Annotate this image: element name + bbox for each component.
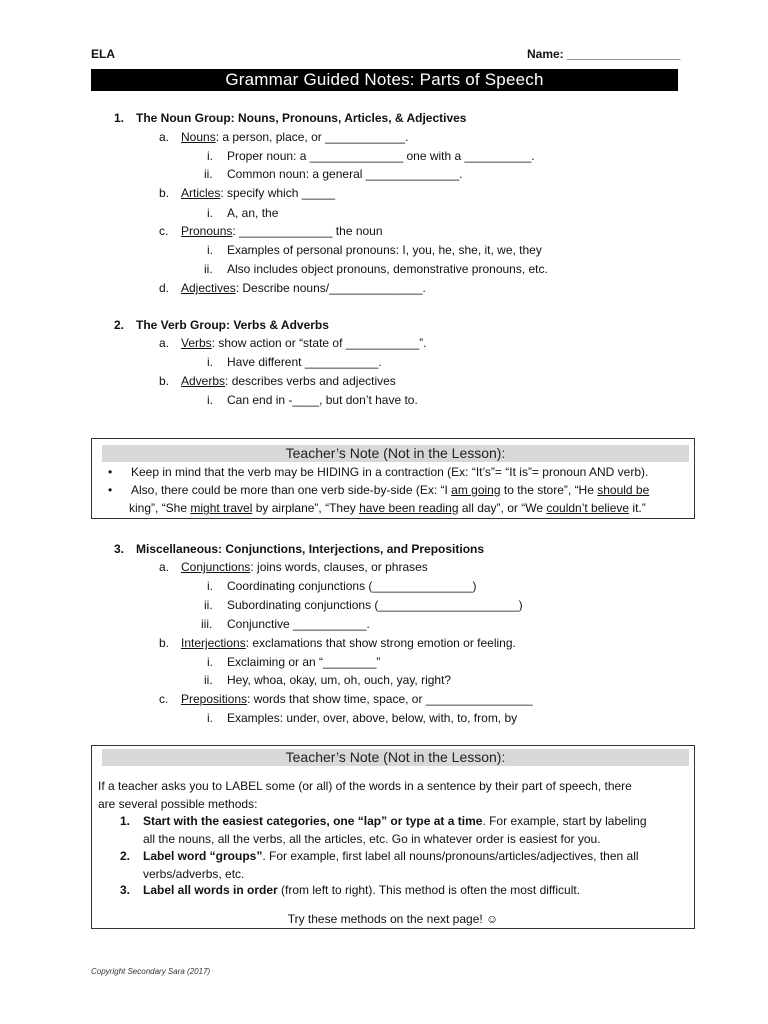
- list-item: Examples of personal pronouns: I, you, he, she, it, we, they: [227, 243, 542, 257]
- list-item: Verbs: show action or “state of ___________”.: [181, 336, 427, 350]
- title-bar: [91, 69, 678, 91]
- list-marker: i.: [207, 243, 213, 257]
- section3-number: 3.: [114, 542, 125, 556]
- list-item: Coordinating conjunctions (_______________): [227, 579, 477, 593]
- note-paragraph: are several possible methods:: [98, 797, 258, 811]
- list-item: A, an, the: [227, 206, 279, 220]
- subject-label: ELA: [91, 47, 115, 61]
- note-bullet-text: Keep in mind that the verb may be HIDING in a contraction (Ex: “It’s”= “It is”= pronoun AND verb).: [131, 465, 649, 479]
- list-marker: c.: [159, 692, 169, 706]
- list-marker: i.: [207, 711, 213, 725]
- method-text: Label word “groups”. For example, first label all nouns/pronouns/articles/adjectives, then all: [143, 849, 639, 863]
- list-item: Conjunctive ___________.: [227, 617, 370, 631]
- section1-number: 1.: [114, 111, 125, 125]
- bullet: •: [108, 483, 113, 497]
- list-marker: i.: [207, 393, 213, 407]
- bullet: •: [108, 465, 113, 479]
- method-number: 1.: [120, 814, 131, 828]
- list-item: Articles: specify which _____: [181, 186, 336, 200]
- list-item: Interjections: exclamations that show strong emotion or feeling.: [181, 636, 516, 650]
- list-marker: i.: [207, 355, 213, 369]
- list-item: Exclaiming or an “________”: [227, 655, 381, 669]
- teacher-note-heading: Teacher’s Note (Not in the Lesson):: [102, 445, 689, 462]
- method-number: 3.: [120, 883, 131, 897]
- section3-heading: Miscellaneous: Conjunctions, Interjections, and Prepositions: [136, 542, 485, 556]
- list-marker: ii.: [204, 167, 213, 181]
- list-marker: ii.: [204, 598, 213, 612]
- list-item: Hey, whoa, okay, um, oh, ouch, yay, right?: [227, 673, 452, 687]
- section2-number: 2.: [114, 318, 125, 332]
- list-item: Adverbs: describes verbs and adjectives: [181, 374, 396, 388]
- list-item: Pronouns: ______________ the noun: [181, 224, 383, 238]
- method-text: Label all words in order (from left to right). This method is often the most difficult.: [143, 883, 581, 897]
- list-item: Also includes object pronouns, demonstrative pronouns, etc.: [227, 262, 548, 276]
- list-marker: ii.: [204, 262, 213, 276]
- list-marker: i.: [207, 149, 213, 163]
- list-marker: a.: [159, 560, 170, 574]
- teacher-note-heading: Teacher’s Note (Not in the Lesson):: [102, 749, 689, 766]
- list-marker: i.: [207, 655, 213, 669]
- section1-heading: The Noun Group: Nouns, Pronouns, Articles, & Adjectives: [136, 111, 467, 125]
- note-bullet-text: Also, there could be more than one verb side-by-side (Ex: “I am going to the store”, “He should be: [131, 483, 650, 497]
- list-marker: b.: [159, 636, 170, 650]
- list-item: Common noun: a general ______________.: [227, 167, 463, 181]
- list-item: Prepositions: words that show time, space, or ________________: [181, 692, 533, 706]
- list-marker: c.: [159, 224, 169, 238]
- list-marker: a.: [159, 336, 170, 350]
- closing-line: Try these methods on the next page! ☺: [287, 912, 499, 926]
- list-item: Adjectives: Describe nouns/______________.: [181, 281, 426, 295]
- list-marker: i.: [207, 579, 213, 593]
- list-marker: ii.: [204, 673, 213, 687]
- page-title: Grammar Guided Notes: Parts of Speech: [225, 70, 544, 89]
- teacher-note-box-2: [91, 745, 695, 929]
- list-item: Have different ___________.: [227, 355, 382, 369]
- list-marker: a.: [159, 130, 170, 144]
- method-text: verbs/adverbs, etc.: [143, 867, 245, 881]
- method-text: all the nouns, all the verbs, all the articles, etc. Go in whatever order is easiest for you.: [143, 832, 601, 846]
- list-item: Can end in -____, but don’t have to.: [227, 393, 418, 407]
- list-marker: i.: [207, 206, 213, 220]
- section2-heading: The Verb Group: Verbs & Adverbs: [136, 318, 329, 332]
- list-item: Subordinating conjunctions (_____________________): [227, 598, 523, 612]
- list-item: Proper noun: a ______________ one with a __________.: [227, 149, 535, 163]
- list-item: Nouns: a person, place, or ____________.: [181, 130, 409, 144]
- list-marker: b.: [159, 374, 170, 388]
- copyright: Copyright Secondary Sara (2017): [91, 967, 211, 976]
- note-bullet-text: king”, “She might travel by airplane”, “They have been reading all day”, or “We couldn’t believe it.”: [129, 501, 646, 515]
- list-item: Conjunctions: joins words, clauses, or phrases: [181, 560, 428, 574]
- note-paragraph: If a teacher asks you to LABEL some (or all) of the words in a sentence by their part of speech, there: [98, 779, 632, 793]
- list-marker: d.: [159, 281, 170, 295]
- name-field: Name: _________________: [527, 47, 681, 61]
- teacher-note-box: [91, 438, 695, 519]
- method-text: Start with the easiest categories, one “lap” or type at a time. For example, start by labeling: [143, 814, 647, 828]
- list-item: Examples: under, over, above, below, with, to, from, by: [227, 711, 518, 725]
- list-marker: iii.: [201, 617, 213, 631]
- method-number: 2.: [120, 849, 131, 863]
- list-marker: b.: [159, 186, 170, 200]
